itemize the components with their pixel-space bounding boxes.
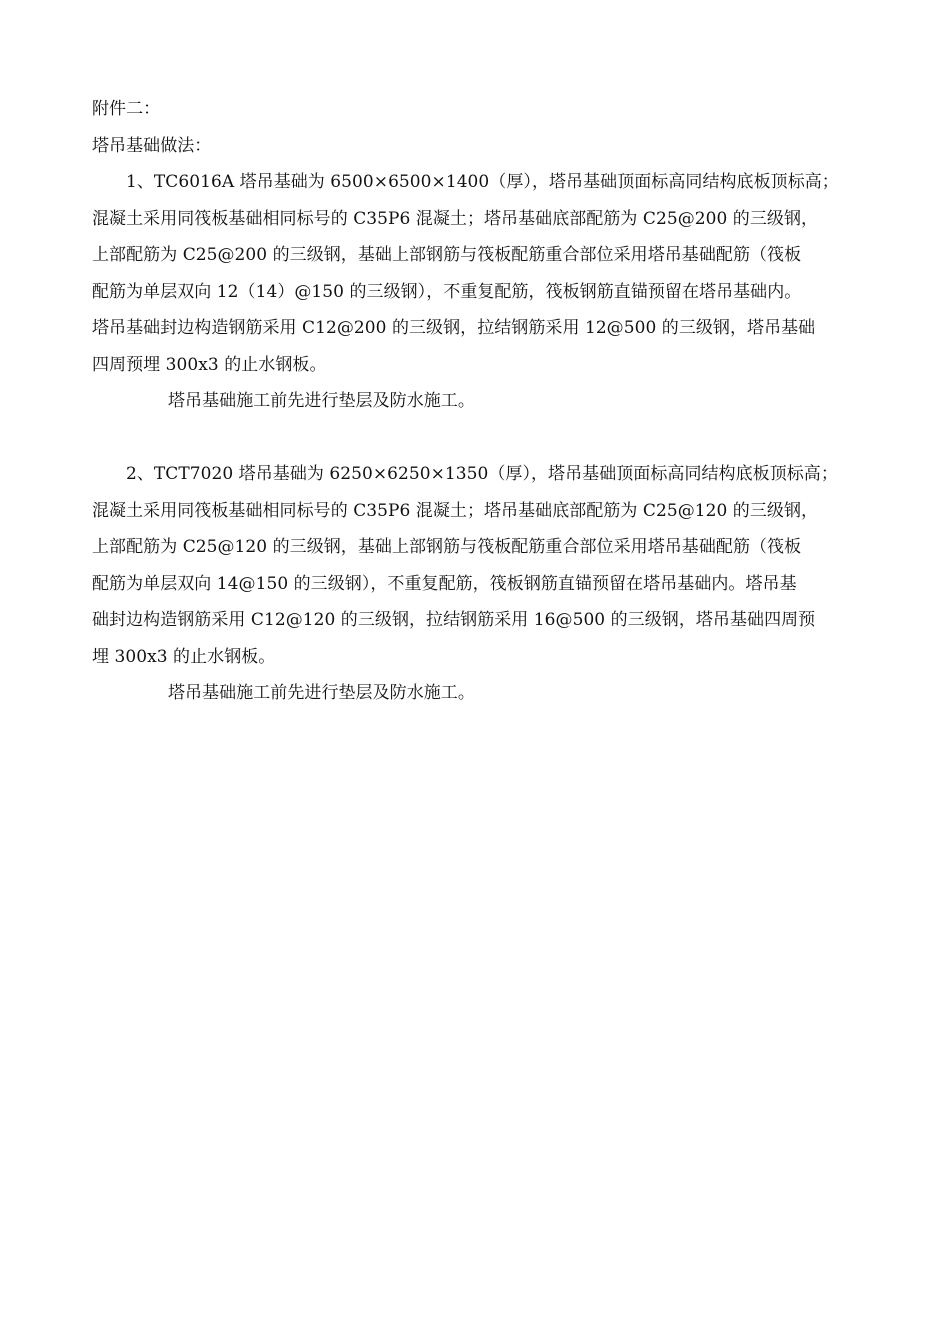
section-2-line-3: 上部配筋为 C25@120 的三级钢，基础上部钢筋与筏板配筋重合部位采用塔吊基础配筋（筏板 <box>92 537 802 557</box>
section-1-line-6: 四周预埋 300x3 的止水钢板。 <box>92 354 327 375</box>
section-2-line-4: 配筋为单层双向 14@150 的三级钢），不重复配筋，筏板钢筋直锚预留在塔吊基础内。塔吊基 <box>92 573 797 594</box>
section-2-line-6: 埋 300x3 的止水钢板。 <box>92 646 276 667</box>
paragraph-gap <box>92 420 868 457</box>
section-1-line-1: 1、TC6016A 塔吊基础为 6500×6500×1400（厚），塔吊基础顶面标高同结构底板顶标高； <box>126 172 839 192</box>
section-2-line-2: 混凝土采用同筏板基础相同标号的 C35P6 混凝土；塔吊基础底部配筋为 C25@120 的三级钢， <box>92 500 819 521</box>
method-title: 塔吊基础做法： <box>92 135 212 156</box>
section-2-construction-note: 塔吊基础施工前先进行垫层及防水施工。 <box>168 683 475 703</box>
section-1-line-2: 混凝土采用同筏板基础相同标号的 C35P6 混凝土；塔吊基础底部配筋为 C25@200 的三级钢， <box>92 208 819 229</box>
section-1-line-3: 上部配筋为 C25@200 的三级钢，基础上部钢筋与筏板配筋重合部位采用塔吊基础配筋（筏板 <box>92 245 802 265</box>
section-1-construction-note: 塔吊基础施工前先进行垫层及防水施工。 <box>168 391 475 411</box>
section-2-line-5: 础封边构造钢筋采用 C12@120 的三级钢，拉结钢筋采用 16@500 的三级钢，塔吊基础四周预 <box>92 610 816 630</box>
appendix-label: 附件二： <box>92 99 161 119</box>
section-1 <box>92 164 868 420</box>
document-body <box>92 91 868 712</box>
section-1-line-5: 塔吊基础封边构造钢筋采用 C12@200 的三级钢，拉结钢筋采用 12@500 的三级钢，塔吊基础 <box>92 318 816 338</box>
section-2 <box>92 456 868 712</box>
section-1-line-4: 配筋为单层双向 12（14）@150 的三级钢），不重复配筋，筏板钢筋直锚预留在塔吊基础内。 <box>92 281 802 302</box>
section-2-line-1: 2、TCT7020 塔吊基础为 6250×6250×1350（厚），塔吊基础顶面标高同结构底板顶标高； <box>126 464 838 484</box>
